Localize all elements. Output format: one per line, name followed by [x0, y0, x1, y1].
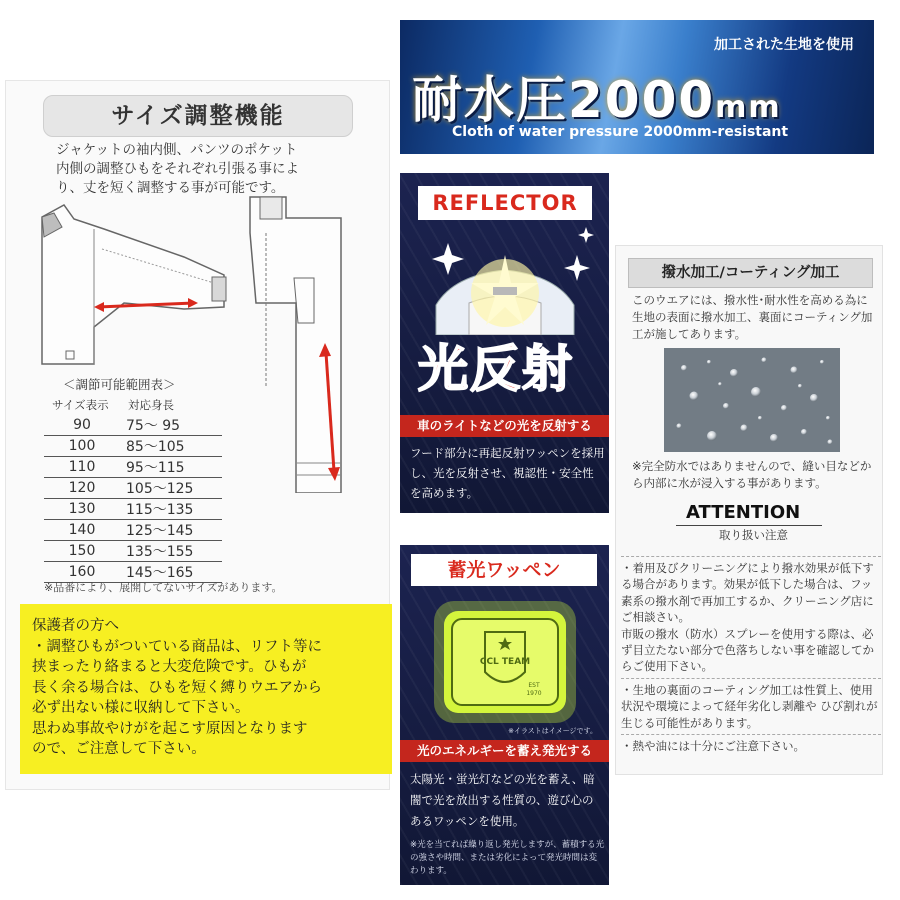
reflector-description: フード部分に再起反射ワッペンを採用し、光を反射させ、視認性・安全性を高めます。 — [410, 446, 605, 500]
reflector-panel — [400, 173, 609, 513]
guardian-warning-box: 保護者の方へ ・調整ひもがついている商品は、リフト等に 挟まったり絡まると大変危険です。ひもが 長く余る場合は、ひもを短く縛りウエアから 必ず出ない様に収納して下さい。 思わぬ事故やけがを起こす原因となります ので、ご注意して下さい。 — [20, 604, 392, 774]
luminous-band: 光のエネルギーを蓄え発光する — [400, 740, 609, 762]
water-droplets-photo — [664, 348, 840, 452]
table-row: 150 135～155 — [44, 541, 222, 562]
list-item: ・着用及びクリーニングにより撥水効果が低下する場合があります。効果が低下した場合は、フッ素系の撥水剤で再加工するか、クリーニング店にご相談さい。 — [621, 561, 874, 625]
water-banner-main: 耐水圧2000mm — [412, 71, 782, 129]
reflective-hood-illustration — [414, 225, 596, 335]
column-header-height: 対応身長 — [128, 398, 174, 412]
table-row: 120 105～125 — [44, 478, 222, 499]
luminous-title: 蓄光ワッペン — [411, 554, 597, 586]
luminous-note: ※光を当てれば繰り返し発光しますが、蓄積する光の強さや時間、または劣化によって発光時間は変わります。 — [410, 840, 605, 876]
table-header-row — [44, 397, 222, 415]
attention-subtitle: 取り扱い注意 — [719, 528, 788, 542]
patch-team-text: CCL TEAM — [479, 657, 531, 667]
table-row: 160 145～165 — [44, 562, 222, 583]
coating-title: 撥水加工/コーティング加工 — [628, 258, 873, 288]
divider — [621, 734, 881, 735]
water-banner-english: Cloth of water pressure 2000mm-resistant — [452, 124, 789, 140]
jacket-sleeve-diagram — [34, 199, 249, 369]
pants-pocket-diagram — [246, 193, 376, 493]
list-item: 市販の撥水（防水）スプレーを使用する際は、必ず目立たない部分で色落ちしない事を確認してからご使用下さい。 — [621, 626, 874, 674]
luminous-description: 太陽光・蛍光灯などの光を蓄え、暗闇で光を放出する性質の、遊び心のあるワッペンを使用。 — [410, 772, 595, 828]
attention-title: ATTENTION — [686, 502, 801, 523]
divider — [621, 556, 881, 557]
table-row: 110 95～115 — [44, 457, 222, 478]
reflector-title: REFLECTOR — [418, 186, 592, 220]
table-row: 130 115～135 — [44, 499, 222, 520]
attention-list — [621, 553, 881, 754]
water-banner-subtitle: 加工された生地を使用 — [714, 37, 854, 53]
patch-est-text: EST — [528, 682, 540, 689]
size-range-table — [44, 397, 222, 583]
size-adjust-title: サイズ調整機能 — [43, 95, 353, 137]
list-item: ・熱や油には十分にご注意下さい。 — [621, 739, 805, 754]
coating-description: このウエアには、撥水性･耐水性を高める為に生地の表面に撥水加工、裏面にコーティング加工が施してあります。 — [632, 293, 873, 341]
size-note: ※品番により、展開してないサイズがあります。 — [44, 581, 283, 594]
luminous-caption: ※イラストはイメージです。 — [508, 727, 597, 735]
table-row: 140 125～145 — [44, 520, 222, 541]
water-pressure-banner — [400, 20, 874, 154]
column-header-size: サイズ表示 — [52, 398, 109, 412]
reflector-band: 車のライトなどの光を反射する — [400, 415, 609, 437]
list-item: ・生地の裏面のコーティング加工は性質上、使用状況や環境によって経年劣化し剥離や ひび割れが生じる可能性があります。 — [621, 682, 878, 730]
table-row: 90 75～ 95 — [44, 415, 222, 436]
glowing-patch-illustration — [430, 597, 580, 727]
divider — [621, 678, 881, 679]
patch-year-text: 1970 — [526, 690, 542, 697]
luminous-patch-panel — [400, 545, 609, 885]
reflector-kanji: 光反射 — [418, 340, 574, 398]
size-adjust-description: ジャケットの袖内側、パンツのポケット 内側の調整ひもをそれぞれ引張る事によ り、丈を短く調整する事が可能です。 — [56, 142, 299, 196]
size-adjust-panel — [5, 80, 390, 790]
coating-note: ※完全防水ではありませんので、縫い目などから内部に水が浸入する事があります。 — [632, 459, 872, 490]
attention-divider — [676, 525, 822, 526]
coating-panel — [615, 245, 883, 775]
table-row: 100 85～105 — [44, 436, 222, 457]
range-table-title: ＜調節可能範囲表＞ — [63, 377, 176, 392]
